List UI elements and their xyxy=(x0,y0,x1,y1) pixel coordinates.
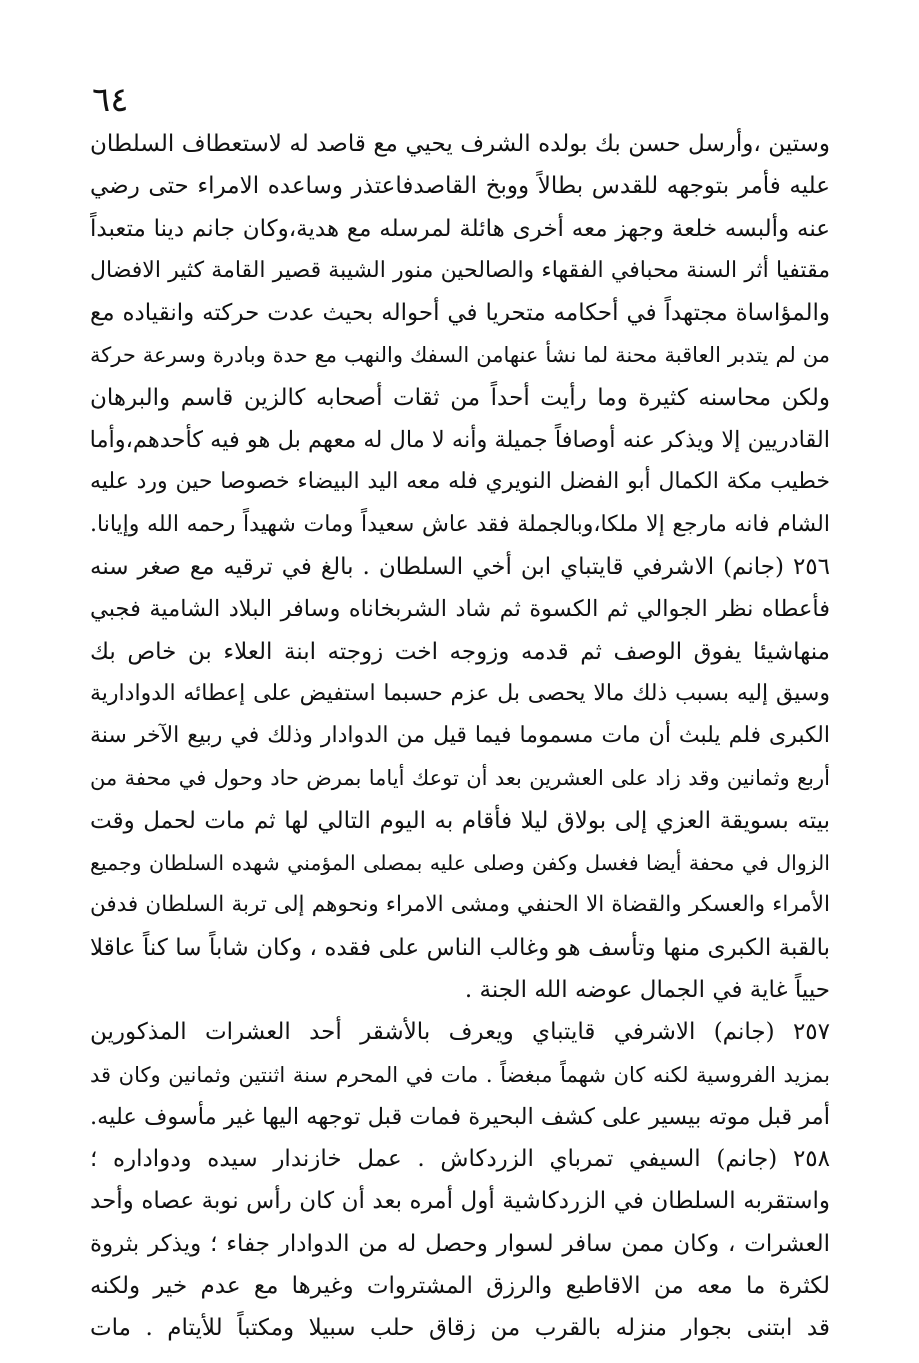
text-line: وسيق إليه بسبب ذلك مالا يحصى بل عزم حسبما استفيض على إعطائه الدوادارية xyxy=(90,680,830,706)
text-line: الأمراء والعسكر والقضاة الا الحنفي ومشى الامراء ونحوهم إلى تربة السلطان فدفن xyxy=(90,892,830,918)
text-line: عليه فأمر بتوجهه للقدس بطالاً ووبخ القاصدفاعتذر وساعده الامراء حتى رضي xyxy=(90,173,830,200)
body-text xyxy=(90,123,830,1350)
text-line: والمؤاساة مجتهداً في أحكامه متحريا في أحواله بحيث عدت حركته وانقياده مع xyxy=(90,300,830,327)
text-line: بمزيد الفروسية لكنه كان شهماً مبغضاً . مات في المحرم سنة اثنتين وثمانين وكان قد xyxy=(90,1062,830,1087)
text-line: أربع وثمانين وقد زاد على العشرين بعد أن توعك أياما بمرض حاد وحول في محفة من xyxy=(90,766,830,791)
text-line: من لم يتدبر العاقبة محنة لما نشأ عنهامن السفك والنهب مع حدة وبادرة وسرعة حركة xyxy=(90,343,830,368)
text-line: فأعطاه نظر الجوالي ثم الكسوة ثم شاد الشربخاناه وسافر البلاد الشامية فجبي xyxy=(90,596,830,623)
entry-256-heading-line: ٢٥٦ (جانم) الاشرفي قايتباي ابن أخي السلطان . بالغ في ترقيه مع صغر سنه xyxy=(90,553,830,580)
text-line: لكثرة ما معه من الاقاطيع والرزق المشتروات وغيرها مع عدم خير ولكنه xyxy=(90,1273,830,1300)
text-line: الزوال في محفة أيضا فغسل وكفن وصلى عليه بمصلى المؤمني شهده السلطان وجميع xyxy=(90,851,830,876)
text-line: الشام فانه مارجع إلا ملكا،وبالجملة فقد عاش سعيداً ومات شهيداً رحمه الله وإيانا. xyxy=(90,511,830,537)
text-line: عنه وألبسه خلعة وجهز معه أخرى هائلة لمرسله مع هدية،وكان جانم دينا متعبداً xyxy=(90,215,830,242)
entry-257-heading-line: ٢٥٧ (جانم) الاشرفي قايتباي ويعرف بالأشقر أحد العشرات المذكورين xyxy=(90,1019,830,1046)
text-line: خطيب مكة الكمال أبو الفضل النويري فله معه اليد البيضاء خصوصا حين ورد عليه xyxy=(90,469,830,495)
text-line: منهاشيئا يفوق الوصف ثم قدمه وزوجه اخت زوجته ابنة العلاء بن خاص بك xyxy=(90,638,830,665)
text-line: بيته بسويقة العزي إلى بولاق ليلا فأقام به اليوم التالي لها ثم مات لحمل وقت xyxy=(90,807,830,834)
text-line: قد ابتنى بجوار منزله بالقرب من زقاق حلب سبيلا ومكتباً للأيتام . مات xyxy=(90,1315,830,1342)
text-line: القادريين إلا ويذكر عنه أوصافاً جميلة وأنه لا مال له معهم بل هو فيه كأحدهم،وأما xyxy=(90,427,830,454)
text-line: وستين ،وأرسل حسن بك بولده الشرف يحيي مع قاصد له لاستعطاف السلطان xyxy=(90,131,830,157)
text-line: ولكن محاسنه كثيرة وما رأيت أحداً من ثقات أصحابه كالزين قاسم والبرهان xyxy=(90,384,830,411)
text-line: بالقبة الكبرى منها وتأسف هو وغالب الناس على فقده ، وكان شاباً سا كناً عاقلا xyxy=(90,934,830,961)
text-line: مقتفيا أثر السنة محبافي الفقهاء والصالحين منور الشيبة قصير القامة كثير الافضال xyxy=(90,257,830,283)
text-line: أمر قبل موته بيسير على كشف البحيرة فمات قبل توجهه اليها غير مأسوف عليه. xyxy=(90,1103,830,1130)
text-line: الكبرى فلم يلبث أن مات مسموما فيما قيل من الدوادار وذلك في ربيع الآخر سنة xyxy=(90,723,830,749)
text-line: حيياً غاية في الجمال عوضه الله الجنة . xyxy=(464,976,830,1003)
page-number: ٦٤ xyxy=(92,80,129,120)
entry-258-heading-line: ٢٥٨ (جانم) السيفي تمرباي الزردكاش . عمل خازندار سيده ودواداره ؛ xyxy=(90,1146,830,1173)
text-line: واستقربه السلطان في الزردكاشية أول أمره بعد أن كان رأس نوبة عصاه وأحد xyxy=(90,1188,830,1215)
text-line: العشرات ، وكان ممن سافر لسوار وحصل له من الدوادار جفاء ؛ ويذكر بثروة xyxy=(90,1230,830,1257)
